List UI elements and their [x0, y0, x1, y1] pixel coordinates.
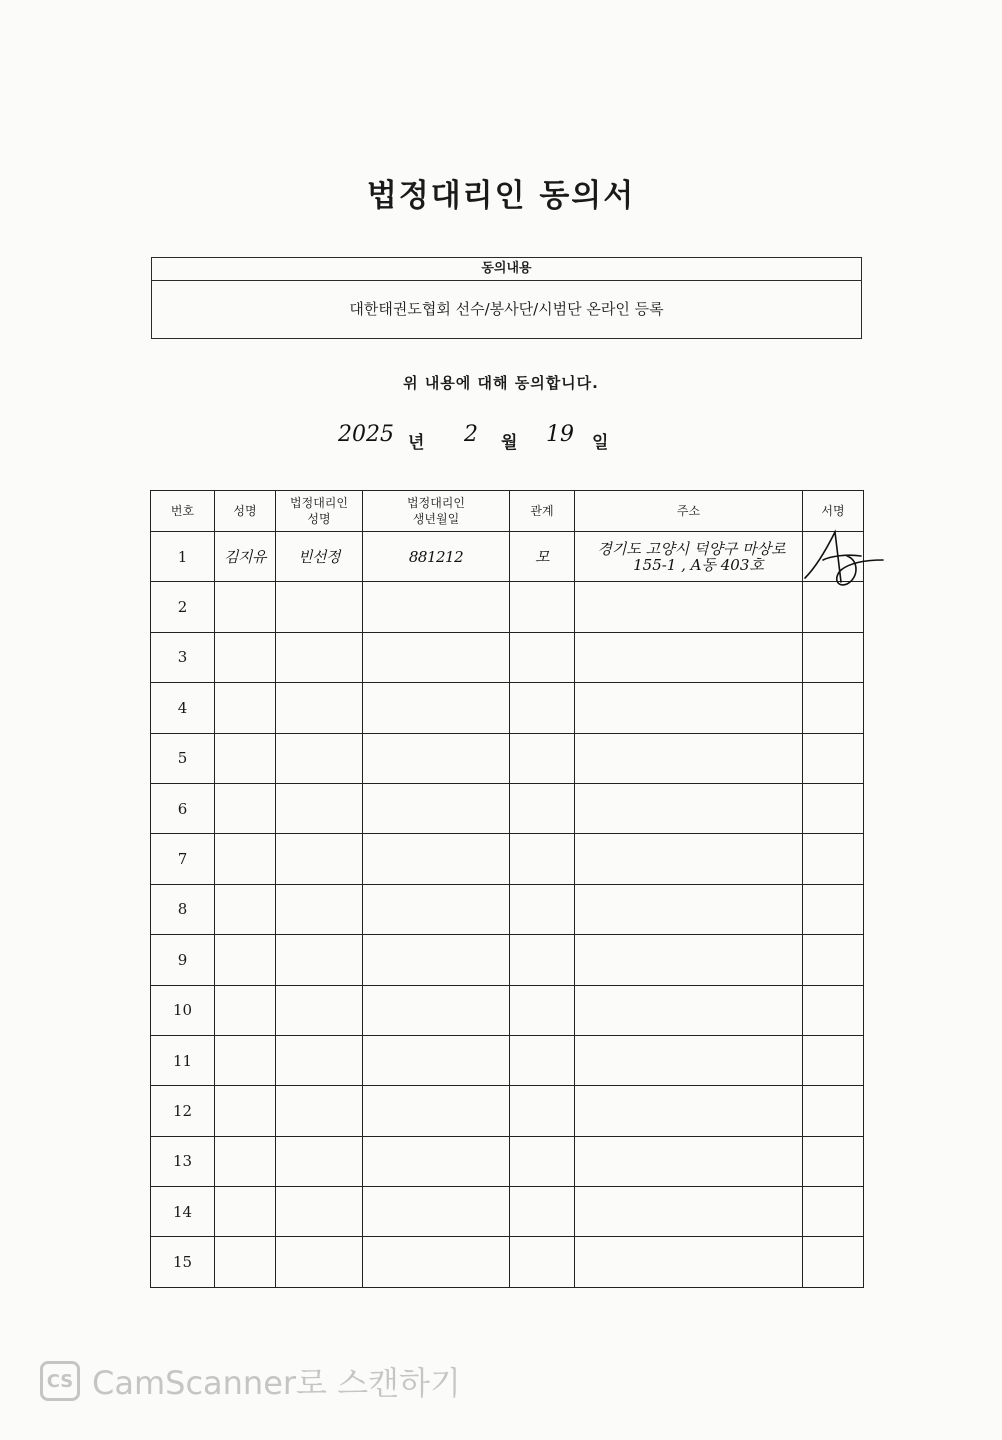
row-address — [575, 1136, 803, 1186]
table-row — [151, 985, 864, 1035]
row-signature — [803, 1086, 864, 1136]
row-relation — [510, 985, 575, 1035]
row-relation — [510, 1136, 575, 1186]
row-number: 1 — [151, 532, 215, 582]
table-row — [151, 582, 864, 632]
row-signature — [803, 532, 864, 582]
consent-box — [151, 257, 862, 339]
table-row — [151, 1035, 864, 1085]
table-row — [151, 532, 864, 582]
camscanner-logo-icon: CS — [40, 1361, 80, 1401]
row-signature — [803, 884, 864, 934]
guardian-table — [150, 490, 864, 1288]
page-title: 법정대리인 동의서 — [366, 178, 636, 214]
row-name: 김지유 — [215, 532, 276, 582]
row-guardian-birth — [363, 582, 510, 632]
consent-text: 대한태권도협회 선수/봉사단/시범단 온라인 등록 — [349, 300, 664, 318]
row-relation — [510, 1086, 575, 1136]
header-guardian-birth — [363, 491, 510, 532]
header-guardian-birth-line1: 법정대리인 — [407, 496, 465, 510]
row-number: 4 — [151, 683, 215, 733]
row-relation — [510, 834, 575, 884]
row-name — [215, 1187, 276, 1237]
table-header-row — [151, 491, 864, 532]
header-address: 주소 — [575, 491, 803, 532]
row-address — [575, 1237, 803, 1287]
header-guardian-name — [276, 491, 363, 532]
row-guardian-birth — [363, 733, 510, 783]
row-name — [215, 834, 276, 884]
row-name — [215, 632, 276, 682]
row-name — [215, 935, 276, 985]
agreement-statement: 위 내용에 대해 동의합니다. — [403, 374, 599, 392]
month-value: 2 — [464, 422, 478, 447]
row-guardian-name — [276, 985, 363, 1035]
table-row — [151, 884, 864, 934]
header-guardian-name-line1: 법정대리인 — [290, 496, 348, 510]
row-name — [215, 582, 276, 632]
row-address — [575, 733, 803, 783]
month-label: 월 — [501, 433, 518, 453]
row-relation: 모 — [510, 532, 575, 582]
row-signature — [803, 632, 864, 682]
header-number: 번호 — [151, 491, 215, 532]
row-number: 5 — [151, 733, 215, 783]
row-name — [215, 1237, 276, 1287]
table-row — [151, 783, 864, 833]
row-relation — [510, 582, 575, 632]
row-number: 8 — [151, 884, 215, 934]
row-name — [215, 733, 276, 783]
row-guardian-birth — [363, 985, 510, 1035]
row-address — [575, 1187, 803, 1237]
row-address-line1: 경기도 고양시 덕양구 마상로 — [597, 539, 786, 558]
row-signature — [803, 1237, 864, 1287]
row-relation — [510, 632, 575, 682]
header-guardian-birth-line2: 생년월일 — [412, 512, 460, 526]
row-address — [575, 1035, 803, 1085]
row-guardian-birth — [363, 1237, 510, 1287]
year-label: 년 — [408, 433, 425, 453]
row-address — [575, 935, 803, 985]
row-number: 9 — [151, 935, 215, 985]
row-name — [215, 683, 276, 733]
row-signature — [803, 1136, 864, 1186]
row-guardian-birth — [363, 783, 510, 833]
row-address — [575, 1086, 803, 1136]
row-number: 14 — [151, 1187, 215, 1237]
row-guardian-name — [276, 683, 363, 733]
row-relation — [510, 1035, 575, 1085]
row-address — [575, 884, 803, 934]
row-guardian-birth — [363, 935, 510, 985]
handwritten-signature — [797, 526, 887, 590]
row-relation — [510, 1187, 575, 1237]
row-signature — [803, 985, 864, 1035]
date-line — [334, 420, 654, 460]
row-relation — [510, 1237, 575, 1287]
header-relation: 관계 — [510, 491, 575, 532]
row-number: 10 — [151, 985, 215, 1035]
row-number: 6 — [151, 783, 215, 833]
row-guardian-birth — [363, 1035, 510, 1085]
row-guardian-birth — [363, 632, 510, 682]
camscanner-text: CamScanner로 스캔하기 — [92, 1364, 461, 1402]
row-address-line2: 155-1 , A동 403호 — [633, 555, 764, 574]
day-value: 19 — [546, 422, 574, 447]
table-row — [151, 1086, 864, 1136]
row-guardian-birth — [363, 1187, 510, 1237]
row-number: 15 — [151, 1237, 215, 1287]
table-row — [151, 834, 864, 884]
row-number: 12 — [151, 1086, 215, 1136]
row-guardian-name — [276, 935, 363, 985]
row-name — [215, 1136, 276, 1186]
row-number: 2 — [151, 582, 215, 632]
row-guardian-birth — [363, 834, 510, 884]
row-address — [575, 582, 803, 632]
header-signature: 서명 — [803, 491, 864, 532]
row-guardian-name — [276, 733, 363, 783]
row-guardian-name — [276, 1035, 363, 1085]
year-value: 2025 — [338, 422, 394, 447]
row-address — [575, 985, 803, 1035]
table-row — [151, 1136, 864, 1186]
row-signature — [803, 935, 864, 985]
row-address — [575, 532, 803, 582]
row-number: 13 — [151, 1136, 215, 1186]
row-guardian-birth — [363, 683, 510, 733]
row-guardian-name — [276, 582, 363, 632]
row-number: 11 — [151, 1035, 215, 1085]
row-name — [215, 783, 276, 833]
row-guardian-name: 빈선정 — [276, 532, 363, 582]
table-row — [151, 733, 864, 783]
row-relation — [510, 733, 575, 783]
row-guardian-name — [276, 1136, 363, 1186]
row-relation — [510, 884, 575, 934]
row-signature — [803, 683, 864, 733]
row-guardian-name — [276, 783, 363, 833]
row-number: 3 — [151, 632, 215, 682]
row-address — [575, 834, 803, 884]
header-name: 성명 — [215, 491, 276, 532]
row-number: 7 — [151, 834, 215, 884]
row-guardian-name — [276, 1237, 363, 1287]
row-guardian-birth: 881212 — [363, 532, 510, 582]
row-guardian-name — [276, 834, 363, 884]
header-guardian-name-line2: 성명 — [307, 512, 331, 526]
table-row — [151, 683, 864, 733]
row-guardian-name — [276, 632, 363, 682]
day-label: 일 — [592, 433, 609, 453]
row-name — [215, 1086, 276, 1136]
row-signature — [803, 834, 864, 884]
row-name — [215, 1035, 276, 1085]
row-relation — [510, 783, 575, 833]
row-guardian-birth — [363, 884, 510, 934]
table-row — [151, 1187, 864, 1237]
row-signature — [803, 1035, 864, 1085]
row-address — [575, 683, 803, 733]
row-guardian-name — [276, 1086, 363, 1136]
table-row — [151, 935, 864, 985]
table-row — [151, 632, 864, 682]
row-name — [215, 985, 276, 1035]
row-guardian-birth — [363, 1086, 510, 1136]
row-guardian-name — [276, 884, 363, 934]
row-signature — [803, 733, 864, 783]
row-signature — [803, 783, 864, 833]
row-guardian-name — [276, 1187, 363, 1237]
consent-header: 동의내용 — [152, 258, 861, 281]
row-relation — [510, 683, 575, 733]
table-row — [151, 1237, 864, 1287]
row-signature — [803, 1187, 864, 1237]
camscanner-watermark — [40, 1358, 461, 1404]
row-relation — [510, 935, 575, 985]
row-address — [575, 632, 803, 682]
row-guardian-birth — [363, 1136, 510, 1186]
row-name — [215, 884, 276, 934]
row-address — [575, 783, 803, 833]
